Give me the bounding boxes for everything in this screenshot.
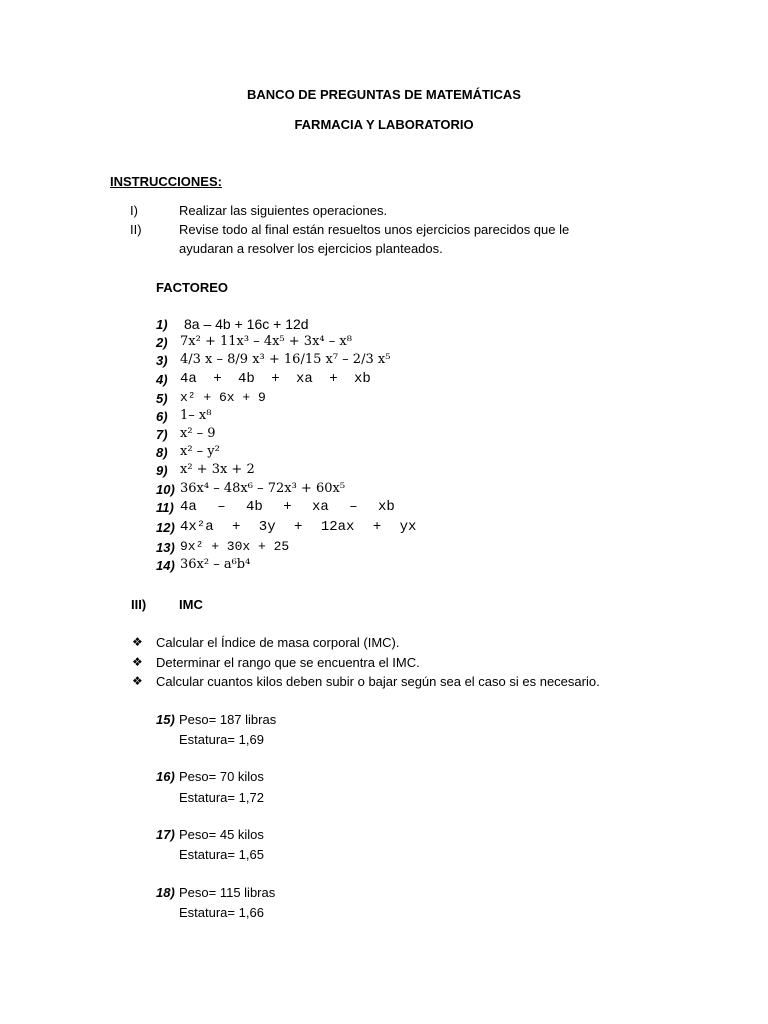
exercise-expression: 4/3 x – 8/9 x³ + 16/15 x⁷ – 2/3 x⁵ (180, 352, 391, 367)
exercise-number: 12) (156, 520, 175, 535)
imc-exercise-estatura: Estatura= 1,69 (179, 732, 264, 747)
bullet-diamond-icon: ❖ (132, 655, 143, 669)
exercise-expression: 8a – 4b + 16c + 12d (184, 316, 309, 332)
exercise-expression: x² – 9 (180, 426, 216, 441)
exercise-number: 5) (156, 391, 168, 406)
imc-exercise-number: 17) (156, 827, 175, 842)
imc-heading: IMC (179, 597, 203, 612)
exercise-number: 4) (156, 372, 168, 387)
imc-exercise-peso: Peso= 115 libras (179, 885, 276, 900)
exercise-expression: x² – y² (180, 444, 220, 459)
instruction-text-1: Realizar las siguientes operaciones. (179, 203, 388, 218)
exercise-expression: 4a + 4b + xa + xb (180, 371, 371, 387)
imc-exercise-estatura: Estatura= 1,72 (179, 790, 264, 805)
exercise-number: 11) (156, 500, 174, 515)
exercise-expression: x² + 3x + 2 (180, 462, 255, 477)
imc-bullet-2: Determinar el rango que se encuentra el IMC. (156, 655, 420, 670)
exercise-expression: 36x² – a⁶b⁴ (180, 557, 251, 572)
imc-exercise-peso: Peso= 70 kilos (179, 769, 264, 784)
imc-exercise-number: 15) (156, 712, 175, 727)
bullet-diamond-icon: ❖ (132, 674, 143, 688)
exercise-number: 8) (156, 445, 168, 460)
exercise-number: 2) (156, 335, 168, 350)
instruction-marker-2: II) (130, 222, 142, 237)
imc-exercise-number: 16) (156, 769, 175, 784)
exercise-expression: 36x⁴ – 48x⁶ – 72x³ + 60x⁵ (180, 481, 346, 496)
instruction-marker-1: I) (130, 203, 138, 218)
exercise-number: 10) (156, 482, 175, 497)
imc-exercise-estatura: Estatura= 1,65 (179, 847, 264, 862)
imc-bullet-1: Calcular el Índice de masa corporal (IMC). (156, 635, 400, 650)
instruction-text-2: Revise todo al final están resueltos unos ejercicios parecidos que le (179, 222, 570, 237)
exercise-expression: 4a – 4b + xa – xb (180, 499, 395, 515)
exercise-number: 6) (156, 409, 168, 424)
exercise-number: 9) (156, 463, 168, 478)
document-title: BANCO DE PREGUNTAS DE MATEMÁTICAS (247, 87, 521, 102)
exercise-expression: 4x²a + 3y + 12ax + yx (180, 519, 417, 535)
imc-bullet-3: Calcular cuantos kilos deben subir o bajar según sea el caso si es necesario. (156, 674, 600, 689)
exercise-number: 7) (156, 427, 168, 442)
factoreo-heading: FACTOREO (156, 280, 228, 295)
instruction-text-2-cont: ayudaran a resolver los ejercicios planteados. (179, 241, 443, 256)
document-subtitle: FARMACIA Y LABORATORIO (294, 117, 474, 132)
exercise-expression: 9x² + 30x + 25 (180, 539, 290, 554)
exercise-expression: 7x² + 11x³ – 4x⁵ + 3x⁴ – x⁸ (180, 334, 352, 349)
instructions-heading: INSTRUCCIONES: (110, 174, 222, 189)
exercise-number: 3) (156, 353, 168, 368)
imc-exercise-peso: Peso= 45 kilos (179, 827, 264, 842)
exercise-expression: x² + 6x + 9 (180, 390, 266, 405)
bullet-diamond-icon: ❖ (132, 635, 143, 649)
exercise-number: 13) (156, 540, 175, 555)
exercise-number: 14) (156, 558, 175, 573)
exercise-expression: 1– x⁸ (180, 408, 212, 423)
imc-exercise-number: 18) (156, 885, 175, 900)
exercise-number: 1) (156, 317, 168, 332)
imc-exercise-peso: Peso= 187 libras (179, 712, 277, 727)
imc-exercise-estatura: Estatura= 1,66 (179, 905, 264, 920)
imc-marker: III) (131, 597, 147, 612)
